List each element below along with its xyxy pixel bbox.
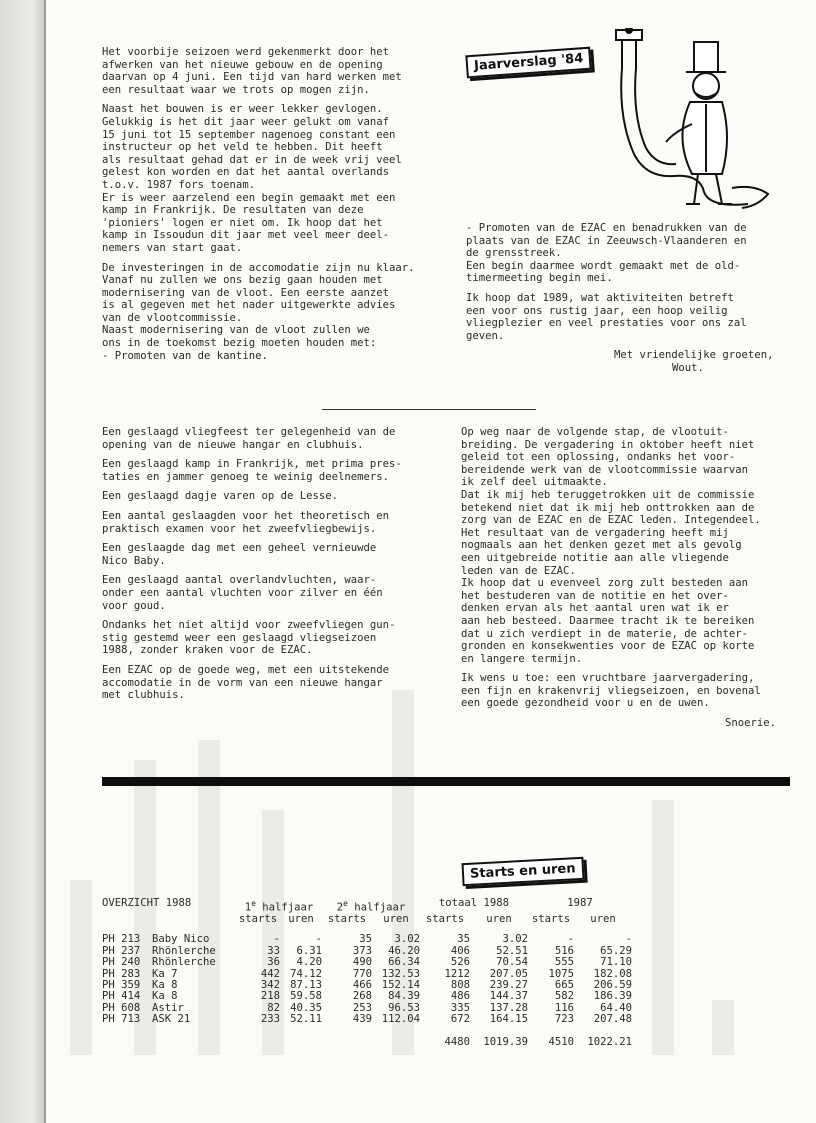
- achievements-column: [102, 426, 437, 709]
- cartoon-illustration: [582, 28, 778, 218]
- table-row: PH 213 Baby Nico - - 35 3.02 35 3.02 - -: [102, 933, 632, 946]
- paragraph: Ondanks het niet altijd voor zweefvliegen gun- stig gestemd weer een geslaagd vliegseizoen 1988, zonder kraken voor de EZAC.: [102, 619, 396, 657]
- paragraph: Het voorbije seizoen werd gekenmerkt door het afwerken van het nieuwe gebouw en de opening daarvan op 4 juni. Een tijd van hard werken met een resultaat waar we trots op mogen zijn.: [102, 46, 402, 96]
- group-1987: 1987: [567, 897, 593, 909]
- showthrough-bar: [70, 880, 92, 1055]
- binding-line: [44, 0, 46, 1123]
- signature-snoerie: Snoerie.: [725, 717, 777, 730]
- group-second-half: 2e halfjaar: [336, 899, 406, 914]
- paragraph: Ik hoop dat 1989, wat aktiviteiten betreft een voor ons rustig jaar, een hoop veilig vliegplezier en veel prestaties voor ons zal geven.: [466, 291, 747, 342]
- table-column-header: [102, 914, 632, 925]
- col-starts: starts: [531, 912, 571, 925]
- outlook-column: [466, 222, 796, 375]
- table-row: PH 608 Astir 82 40.35 253 96.53 335 137.28 116 64.40: [102, 1001, 632, 1014]
- total-starts-1988: 4480: [444, 1035, 470, 1048]
- table-row: PH 713 ASK 21 233 52.11 439 112.04 672 164.15 723 207.48: [102, 1013, 632, 1026]
- paragraph: Een EZAC op de goede weg, met een uitstekende accomodatie in de vorm van een nieuwe hangar met clubhuis.: [102, 663, 390, 702]
- paragraph: Ik wens u toe: een vruchtbare jaarvergadering, een fijn en krakenvrij vliegseizoen, en bovenal een goede gezondheid voor u en de uwen.: [461, 672, 761, 710]
- table-row: PH 283 Ka 7 442 74.12 770 132.53 1212 207.05 1075 182.08: [102, 967, 632, 980]
- intro-column: [102, 46, 437, 369]
- table-row: PH 414 Ka 8 218 59.58 268 84.39 486 144.37 582 186.39: [102, 990, 632, 1003]
- paragraph: Op weg naar de volgende stap, de vlootuit- breiding. De vergadering in oktober heeft niet geleid tot een oplossing, ondanks het voor- bereidende werk van de vlootcommissie waarvan ik zelf deel uitmaakte. Dat ik mij heb teruggetrokken uit de commissie betekend niet dat ik mij heb onttrokken aan de zorg van de EZAC en de EZAC leden. Integendeel. Het resultaat van de vergadering heeft mij nogmaals aan het denken gezet met als gevolg een uitgebreide notitie aan alle vliegende leden van de EZAC. Ik hoop dat u evenveel zorg zult besteden aan het bestuderen van de notitie en het over- denken ervan als het aantal uren wat ik er aan heb besteed. Daarmee tracht ik te bereiken dat u zich verdiept in de materie, de achter- gronden en konsekwenties voor de EZAC op korte en langere termijn.: [461, 426, 761, 665]
- paragraph: De investeringen in de accomodatie zijn nu klaar. Vanaf nu zullen we ons bezig gaan houden met modernisering van de vloot. Een eerste aanzet is al gegeven met het nader uitgewerkte advies van de vlootcommissie. Naast modernisering van de vloot zullen we ons in de toekomst bezig moeten houden met: - Promoten van de kantine.: [102, 261, 415, 362]
- table-group-header: [102, 898, 632, 914]
- binding-edge: [0, 0, 46, 1123]
- paragraph: Een geslaagd vliegfeest ter gelegenheid van de opening van de nieuwe hangar en clubhuis.: [102, 426, 396, 451]
- paragraph: Naast het bouwen is er weer lekker gevlogen. Gelukkig is het dit jaar weer gelukt om vanaf 15 juni tot 15 september nagenoeg constant een instructeur op het veld te hebben. Dit heeft als resultaat gehad dat er in de week vrij veel gelest kon worden en dat het aantal overlands t.o.v. 1987 fors toenam. Er is weer aarzelend een begin gemaakt met een kamp in Frankrijk. De resultaten van deze 'pioniers' logen er niet om. Ik hoop dat het kamp in Issoudun dit jaar met veel meer deel- nemers van start gaat.: [102, 103, 402, 254]
- paragraph: - Promoten van de EZAC en benadrukken van de plaats van de EZAC in Zeeuwsch-Vlaanderen en de grensstreek. Een begin daarmee wordt gemaakt met de old- timermeeting begin mei.: [466, 222, 747, 285]
- col-uren: uren: [590, 912, 616, 925]
- col-uren: uren: [288, 912, 314, 925]
- section-title-jaarverslag: Jaarverslag '84: [465, 47, 592, 79]
- paragraph: Een aantal geslaagden voor het theoretisch en praktisch examen voor het zweefvliegbewijs.: [102, 509, 390, 535]
- col-starts: starts: [425, 912, 465, 925]
- signature-wout: Wout.: [672, 361, 704, 374]
- col-starts: starts: [327, 912, 367, 925]
- column-separator: [322, 409, 536, 410]
- table-row: PH 240 Rhönlerche 36 4.20 490 66.34 526 70.54 555 71.10: [102, 956, 632, 969]
- paragraph: Een geslaagd kamp in Frankrijk, met prima pres- taties en jammer genoeg te weinig deelnemers.: [102, 458, 402, 483]
- group-total-1988: totaal 1988: [438, 897, 510, 909]
- fleet-column: [461, 426, 796, 730]
- col-starts: starts: [238, 912, 278, 925]
- paragraph: Een geslaagde dag met een geheel vernieuwde Nico Baby.: [102, 542, 377, 567]
- table-row: PH 359 Ka 8 342 87.13 466 152.14 808 239.27 665 206.59: [102, 978, 632, 991]
- showthrough-bar: [712, 1000, 734, 1055]
- paragraph: Een geslaagd aantal overlandvluchten, waar- onder een aantal vluchten voor zilver en één voor goud.: [102, 574, 383, 612]
- table-totals-row: [102, 1037, 632, 1048]
- overview-label: OVERZICHT 1988: [102, 897, 192, 909]
- showthrough-bar: [652, 800, 674, 1055]
- col-uren: uren: [486, 912, 512, 925]
- section-title-starts-en-uren: Starts en uren: [461, 857, 584, 886]
- section-rule-thick: [102, 777, 790, 786]
- closing-greeting: Met vriendelijke groeten,: [614, 349, 774, 362]
- table-row: PH 237 Rhönlerche 33 6.31 373 46.20 406 52.51 516 65.29: [102, 944, 632, 957]
- total-starts-1987: 4510: [548, 1035, 574, 1048]
- total-uren-1988: 1019.39: [483, 1035, 528, 1048]
- group-first-half: 1e halfjaar: [244, 899, 314, 914]
- col-uren: uren: [383, 912, 409, 925]
- total-uren-1987: 1022.21: [587, 1035, 632, 1048]
- paragraph: Een geslaagd dagje varen op de Lesse.: [102, 490, 338, 503]
- flight-statistics-table: [102, 898, 632, 1048]
